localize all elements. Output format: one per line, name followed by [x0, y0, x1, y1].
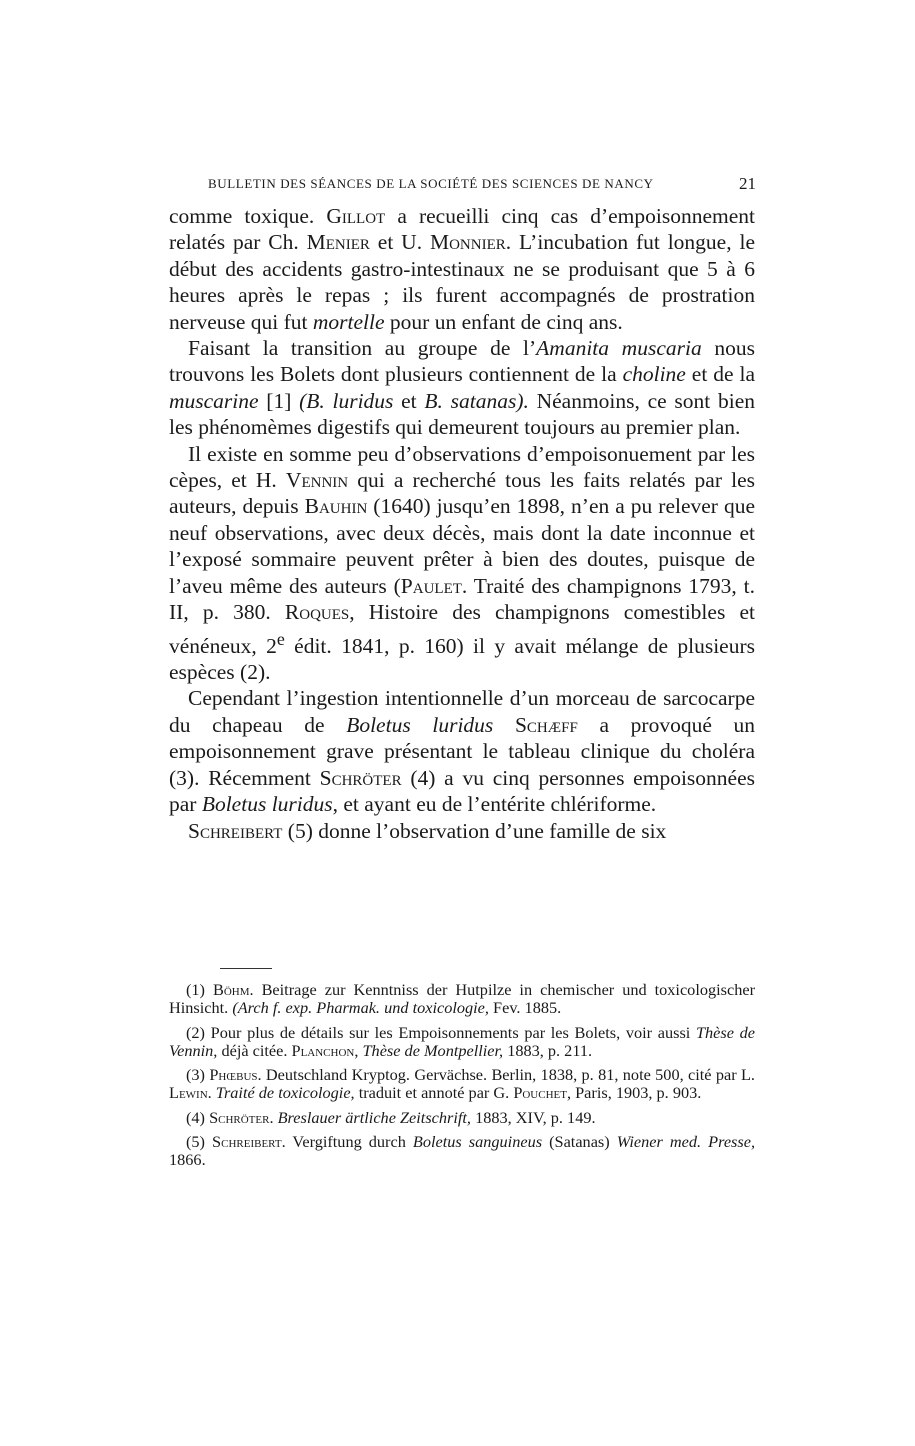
footnotes: [169, 981, 755, 1176]
italic-text: Wiener med. Presse,: [616, 1132, 756, 1152]
text-run: [1]: [258, 388, 300, 413]
text-run: édit. 1841, p. 160) il y avait mélange de plusieurs espèces (2).: [169, 633, 755, 685]
text-run: (1): [186, 980, 213, 999]
footnote-divider: [220, 968, 272, 969]
text-run: et de la: [685, 362, 756, 387]
page-number: 21: [739, 174, 756, 193]
author-name: Monnier: [429, 230, 506, 255]
text-run: , Histoire des champignons comestibles et vénéneux, 2: [169, 600, 755, 658]
text-run: . Traité des champignons 1793, t. II, p. 380.: [169, 573, 756, 625]
text-run: Fev. 1885.: [488, 998, 562, 1018]
text-run: (4) a vu cinq personnes empoisonnées par: [169, 765, 755, 817]
author-name: Paulet: [400, 573, 462, 598]
paragraph-1: [169, 203, 755, 335]
text-run: Faisant la transition au groupe de l’: [188, 336, 537, 361]
text-run: (3): [186, 1065, 210, 1085]
text-run: a provoqué un empoisonnement grave présentant le tableau clinique du choléra (3). Récemment: [169, 712, 756, 790]
author-name: Roques: [284, 600, 350, 625]
text-run: 1866.: [169, 1150, 206, 1170]
italic-text: (Arch f. exp. Pharmak. und toxicologie,: [232, 998, 489, 1018]
text-run: déjà citée.: [217, 1040, 292, 1060]
text-run: , et ayant eu de l’entérite chlériforme.: [332, 792, 657, 817]
species-name: Boletus luridus: [201, 792, 333, 817]
author-name: Phœbus: [209, 1065, 258, 1085]
author-name: Schröter: [209, 1107, 270, 1127]
author-name: Menier: [306, 230, 370, 255]
italic-text: Breslauer ärtliche Zeitschrift,: [277, 1107, 472, 1127]
text-run: .: [269, 1107, 278, 1127]
footnote-3: [169, 1066, 755, 1103]
text-run: traduit et annoté par G.: [354, 1083, 514, 1103]
text-run: . Vergiftung durch: [281, 1132, 413, 1152]
text-run: Néanmoins, ce sont bien les phénomèmes digestifs qui demeurent toujours au premier plan.: [169, 388, 755, 440]
text-run: pour un enfant de cinq ans.: [384, 309, 623, 334]
author-name: Schröter: [319, 765, 402, 790]
text-run: (4): [186, 1107, 210, 1127]
superscript: e: [276, 628, 285, 649]
author-name: Lewin: [169, 1083, 208, 1103]
species-name: (B. luridus: [299, 388, 394, 413]
text-run: , Paris, 1903, p. 903.: [566, 1083, 702, 1103]
text-run: .: [207, 1083, 216, 1103]
text-run: 1883, XIV, p. 149.: [471, 1107, 596, 1127]
text-run: et: [393, 388, 425, 413]
text-run: (Satanas): [542, 1132, 617, 1152]
footnote-1: [169, 981, 755, 1018]
text-run: 1883, p. 211.: [503, 1040, 593, 1060]
author-name: Planchon: [291, 1040, 355, 1060]
text-run: nous trouvons les Bolets dont plusieurs contiennent de la: [169, 336, 755, 387]
text-run: comme toxique.: [169, 204, 327, 228]
italic-text: Thèse de Montpellier,: [362, 1040, 504, 1060]
paragraph-2: [169, 335, 755, 441]
author-name: Schæff: [514, 712, 578, 737]
paragraph-3: [169, 441, 755, 686]
species-name: Boletus sanguineus: [412, 1132, 543, 1152]
footnote-2: [169, 1024, 755, 1061]
text-run: Il existe en somme peu d’observations d’empoisonuement par les cèpes, et H.: [169, 441, 755, 493]
text-run: [493, 713, 515, 737]
main-text: [169, 203, 755, 844]
species-name: Amanita muscaria: [536, 336, 702, 361]
author-name: Schreibert: [212, 1132, 282, 1152]
author-name: Gillot: [326, 204, 386, 228]
text-run: et U.: [369, 230, 430, 255]
text-run: (1640) jusqu’en 1898, n’en a pu relever que neuf observations, avec deux décès, mais dont la date inconnue et l’exposé sommaire peuvent prêter à bien des doutes, puisque de l’aveu même des auteurs (: [169, 494, 756, 598]
author-name: Vennin: [285, 468, 349, 493]
text-run: (5): [186, 1132, 213, 1152]
italic-text: mortelle: [312, 309, 385, 334]
text-run: . L’incubation fut longue, le début des accidents gastro-intestinaux ne se produisant que 5 à 6 heures après le repas ; ils furent accompagnés de prostration nerveuse qui fut: [169, 230, 755, 334]
italic-text: Traité de toxicologie,: [215, 1083, 355, 1103]
author-name: Böhm: [212, 980, 250, 999]
running-header: [208, 176, 756, 194]
author-name: Schreibert: [188, 818, 283, 843]
text-run: . Deutschland Kryptog. Gervächse. Berlin, 1838, p. 81, note 500, cité par L.: [257, 1065, 755, 1085]
author-name: Pouchet: [513, 1083, 567, 1103]
species-name: B. satanas).: [424, 388, 529, 413]
italic-text: Thèse de Vennin,: [169, 1022, 755, 1060]
italic-text: muscarine: [169, 388, 259, 413]
text-run: qui a recherché tous les faits relatés par les auteurs, depuis: [169, 468, 755, 519]
header-title: BULLETIN DES SÉANCES DE LA SOCIÉTÉ DES SCIENCES DE NANCY: [208, 176, 654, 191]
paragraph-5: [169, 818, 755, 844]
italic-text: choline: [622, 362, 686, 387]
text-run: ,: [354, 1040, 363, 1060]
text-run: (2) Pour plus de détails sur les Empoisonnements par les Bolets, voir aussi: [186, 1022, 696, 1042]
footnote-4: [169, 1109, 755, 1127]
species-name: Boletus luridus: [346, 712, 494, 737]
author-name: Bauhin: [304, 494, 368, 519]
text-run: . Beitrage zur Kenntniss der Hutpilze in chemischer und toxicologischer Hinsicht.: [169, 980, 755, 1018]
paragraph-4: [169, 685, 755, 817]
text-run: a recueilli cinq cas d’empoisonnement relatés par Ch.: [169, 204, 755, 255]
text-run: (5) donne l’observation d’une famille de six: [282, 818, 667, 843]
text-run: Cependant l’ingestion intentionnelle d’un morceau de sarcocarpe du chapeau de: [169, 686, 755, 737]
footnote-5: [169, 1133, 755, 1170]
